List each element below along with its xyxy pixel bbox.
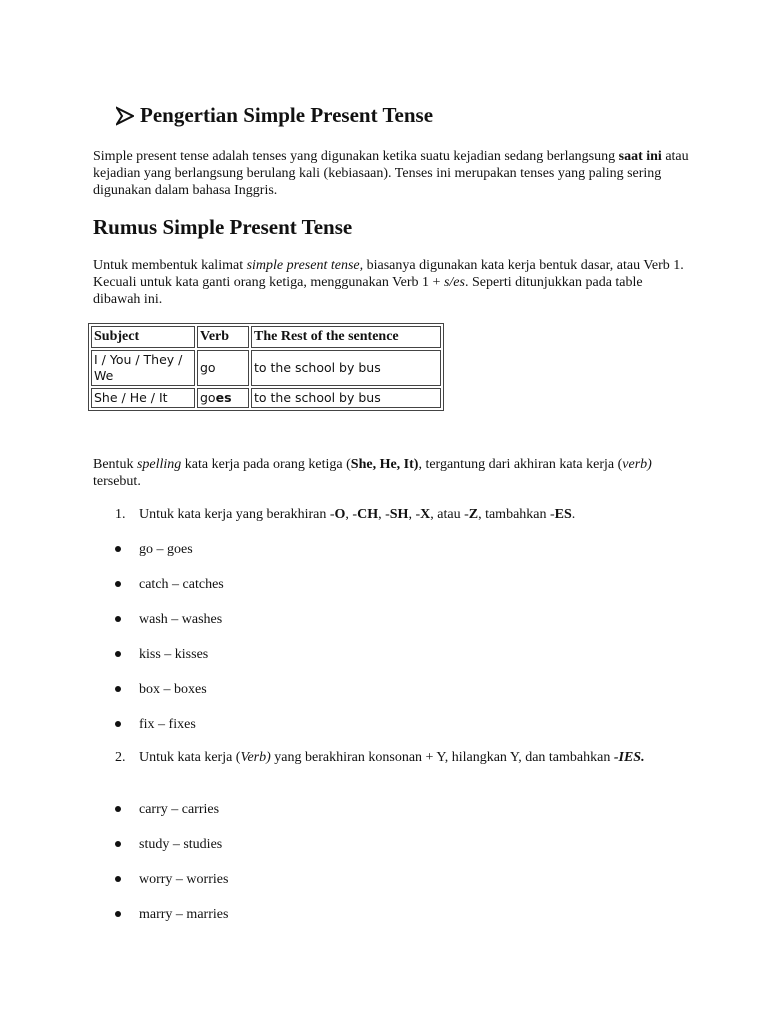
rule-text: Untuk kata kerja yang berakhiran -: [139, 507, 335, 522]
list-item: wash – washes: [139, 612, 223, 627]
list-item: catch – catches: [139, 577, 224, 592]
rumus-heading: Rumus Simple Present Tense: [93, 215, 353, 239]
intro-text: Simple present tense adalah tenses yang digunakan ketika suatu kejadian sedang berlangsung: [93, 149, 619, 164]
verb-cell: [197, 388, 249, 408]
column-header: Verb: [197, 326, 249, 348]
rule-bold: ES: [554, 507, 572, 522]
bentuk-text-3: , tergantung dari akhiran kata kerja (: [418, 457, 623, 472]
bullet-icon: [115, 686, 121, 692]
bentuk-text: Bentuk: [93, 457, 137, 472]
subject-cell: She / He / It: [91, 388, 195, 408]
rule-bold: SH: [389, 507, 409, 522]
bentuk-text-2: kata kerja pada orang ketiga (: [181, 457, 351, 472]
rule-1-text: [139, 506, 699, 523]
bullet-icon: [115, 841, 121, 847]
rule-text: .: [571, 507, 576, 522]
bullet-icon: [115, 911, 121, 917]
bullet-icon: [115, 876, 121, 882]
rule-bold: Z: [468, 507, 479, 522]
rumus-italic: simple present tense,: [246, 258, 364, 273]
rule-bold: O: [334, 507, 346, 522]
verb-suffix: es: [215, 390, 232, 405]
list-item: worry – worries: [139, 872, 229, 887]
rumus-italic-2: s/es: [443, 275, 465, 290]
rule-bold-italic: -IES.: [613, 750, 645, 765]
rest-cell: to the school by bus: [251, 350, 441, 386]
arrow-bullet-icon: [116, 106, 134, 126]
bullet-icon: [115, 546, 121, 552]
intro-text-2: atau kejadian yang berlangsung berulang kali (kebiasaan). Tenses ini merupakan tenses yang paling sering digunakan dalam bahasa Inggris.: [93, 149, 689, 198]
rule-italic: Verb): [240, 750, 271, 765]
rule-text: , atau -: [430, 507, 469, 522]
rest-cell: to the school by bus: [251, 388, 441, 408]
intro-bold: saat ini: [618, 149, 662, 164]
bentuk-text-4: tersebut.: [93, 474, 141, 489]
subject-cell: I / You / They / We: [91, 350, 195, 386]
list-item: fix – fixes: [139, 717, 196, 732]
bullet-icon: [115, 616, 121, 622]
intro-paragraph: [93, 148, 693, 199]
section-heading: [116, 103, 433, 128]
list-number: 2.: [115, 750, 126, 765]
list-item: marry – marries: [139, 907, 229, 922]
table-row: [91, 350, 441, 386]
rule-text: , -: [345, 507, 358, 522]
verb-text: go: [200, 360, 216, 375]
heading-text: Pengertian Simple Present Tense: [140, 103, 434, 127]
list-item: study – studies: [139, 837, 223, 852]
rumus-text-2: biasanya digunakan kata kerja bentuk dasar, atau Verb 1. Kecuali untuk kata ganti orang ketiga, menggunakan Verb 1 +: [93, 258, 684, 290]
rumus-text: Untuk membentuk kalimat: [93, 258, 247, 273]
rule-text: , -: [378, 507, 390, 522]
rule-text: yang berakhiran konsonan + Y, hilangkan Y, dan tambahkan: [270, 750, 614, 765]
table-row: [91, 388, 441, 408]
bentuk-italic-2: verb): [622, 457, 652, 472]
rumus-text-3: . Seperti ditunjukkan pada table dibawah ini.: [93, 275, 643, 307]
bentuk-paragraph: [93, 456, 693, 490]
verb-text: go: [200, 390, 216, 405]
list-item: box – boxes: [139, 682, 207, 697]
bentuk-italic: spelling: [136, 457, 182, 472]
bentuk-bold: She, He, It): [350, 457, 419, 472]
list-item: carry – carries: [139, 802, 220, 817]
table-header-row: [91, 326, 441, 348]
rule-text: , -: [408, 507, 421, 522]
bullet-icon: [115, 581, 121, 587]
column-header: Subject: [91, 326, 195, 348]
list-item: kiss – kisses: [139, 647, 209, 662]
rule-text: Untuk kata kerja (: [139, 750, 241, 765]
bullet-icon: [115, 651, 121, 657]
rule-bold: CH: [357, 507, 379, 522]
list-number: 1.: [115, 507, 126, 522]
list-item: go – goes: [139, 542, 193, 557]
column-header: The Rest of the sentence: [251, 326, 441, 348]
bullet-icon: [115, 806, 121, 812]
rule-bold: X: [420, 507, 431, 522]
rumus-paragraph: [93, 257, 693, 308]
verb-cell: [197, 350, 249, 386]
tense-table: [88, 323, 444, 411]
bullet-icon: [115, 721, 121, 727]
rule-2-text: [139, 749, 699, 766]
rule-text: , tambahkan -: [478, 507, 555, 522]
